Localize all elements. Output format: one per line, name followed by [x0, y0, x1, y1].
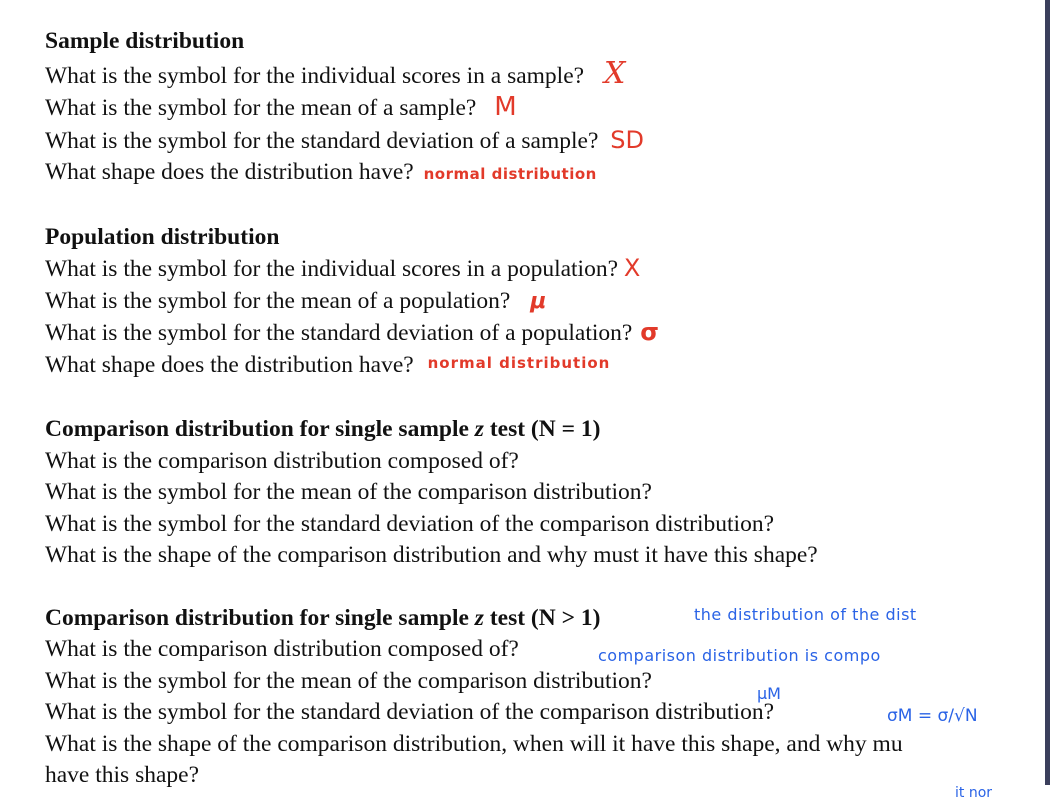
section-sample-distribution: [45, 26, 1045, 191]
question-text: What is the symbol for the mean of the comparison distribution?: [45, 479, 652, 505]
question-text: What is the symbol for the standard deviation of a population?: [45, 320, 633, 346]
handwritten-answer: the distribution of the dist: [694, 604, 917, 624]
heading-text: test (N > 1): [483, 604, 601, 631]
question-text: What is the symbol for the mean of the comparison distribution?: [45, 667, 652, 694]
heading-variable: z: [474, 604, 484, 631]
handwritten-answer: σM = σ/√N: [887, 706, 978, 726]
handwritten-answer: σ: [640, 318, 659, 346]
heading-variable: z: [474, 416, 484, 442]
question-line: [45, 634, 1045, 666]
handwritten-answer: X: [603, 55, 626, 91]
section-heading: Sample distribution: [45, 28, 245, 54]
handwritten-answer: X: [623, 254, 641, 282]
question-text: What is the symbol for the individual scores in a population?: [45, 256, 619, 282]
section-heading: Population distribution: [45, 223, 280, 250]
section-comparison-n1: [45, 414, 1045, 572]
question-line: [45, 509, 1045, 541]
question-text: What is the comparison distribution composed of?: [45, 447, 519, 474]
question-text: What is the symbol for the standard deviation of a sample?: [45, 127, 599, 154]
question-line: [45, 446, 1045, 478]
handwritten-answer: μ: [530, 288, 547, 314]
question-line: [45, 760, 1045, 801]
question-text: What is the shape of the comparison distribution and why must it have this shape?: [45, 542, 818, 568]
question-line: [45, 317, 1045, 350]
question-line: [45, 729, 1045, 761]
section-heading: [45, 414, 1045, 446]
question-line: [45, 253, 1045, 286]
section-heading: [45, 603, 1045, 635]
handwritten-answer: comparison distribution is compo: [598, 646, 881, 665]
question-line: [45, 666, 1045, 703]
heading-text: Comparison distribution for single sample: [45, 416, 475, 442]
question-line: [45, 157, 1045, 191]
question-text: What shape does the distribution have?: [45, 351, 414, 378]
question-line: [45, 286, 1045, 318]
question-text: What is the comparison distribution composed of?: [45, 636, 519, 662]
question-line: [45, 477, 1045, 509]
window-edge-bar: [1045, 0, 1050, 785]
section-population-distribution: [45, 222, 1045, 384]
question-line: [45, 350, 1045, 384]
question-text: have this shape?: [45, 762, 200, 788]
question-line: [45, 540, 1045, 572]
heading-text: test (N = 1): [483, 416, 601, 442]
question-line: [45, 55, 1045, 93]
question-text: What shape does the distribution have?: [45, 159, 414, 185]
question-line: [45, 697, 1045, 729]
worksheet-document: [45, 26, 1045, 801]
question-text: What is the symbol for the mean of a population?: [45, 287, 511, 314]
question-text: What is the shape of the comparison distribution, when will it have this shape, and why mu: [45, 730, 903, 757]
handwritten-answer: SD: [610, 125, 644, 154]
handwritten-answer: μM: [757, 683, 781, 703]
question-text: What is the symbol for the standard deviation of the comparison distribution?: [45, 699, 774, 725]
handwritten-answer: normal distribution: [427, 353, 611, 372]
heading-text: Comparison distribution for single sample: [45, 604, 475, 631]
handwritten-answer: it nor: [955, 785, 993, 801]
question-text: What is the symbol for the individual scores in a sample?: [45, 62, 585, 89]
question-text: What is the symbol for the mean of a sample?: [45, 95, 477, 121]
question-text: What is the symbol for the standard deviation of the comparison distribution?: [45, 510, 774, 537]
handwritten-answer: M: [494, 92, 517, 122]
question-line: [45, 125, 1045, 158]
question-line: [45, 92, 1045, 125]
section-comparison-n-gt-1: [45, 603, 1045, 801]
handwritten-answer: normal distribution: [423, 165, 597, 183]
